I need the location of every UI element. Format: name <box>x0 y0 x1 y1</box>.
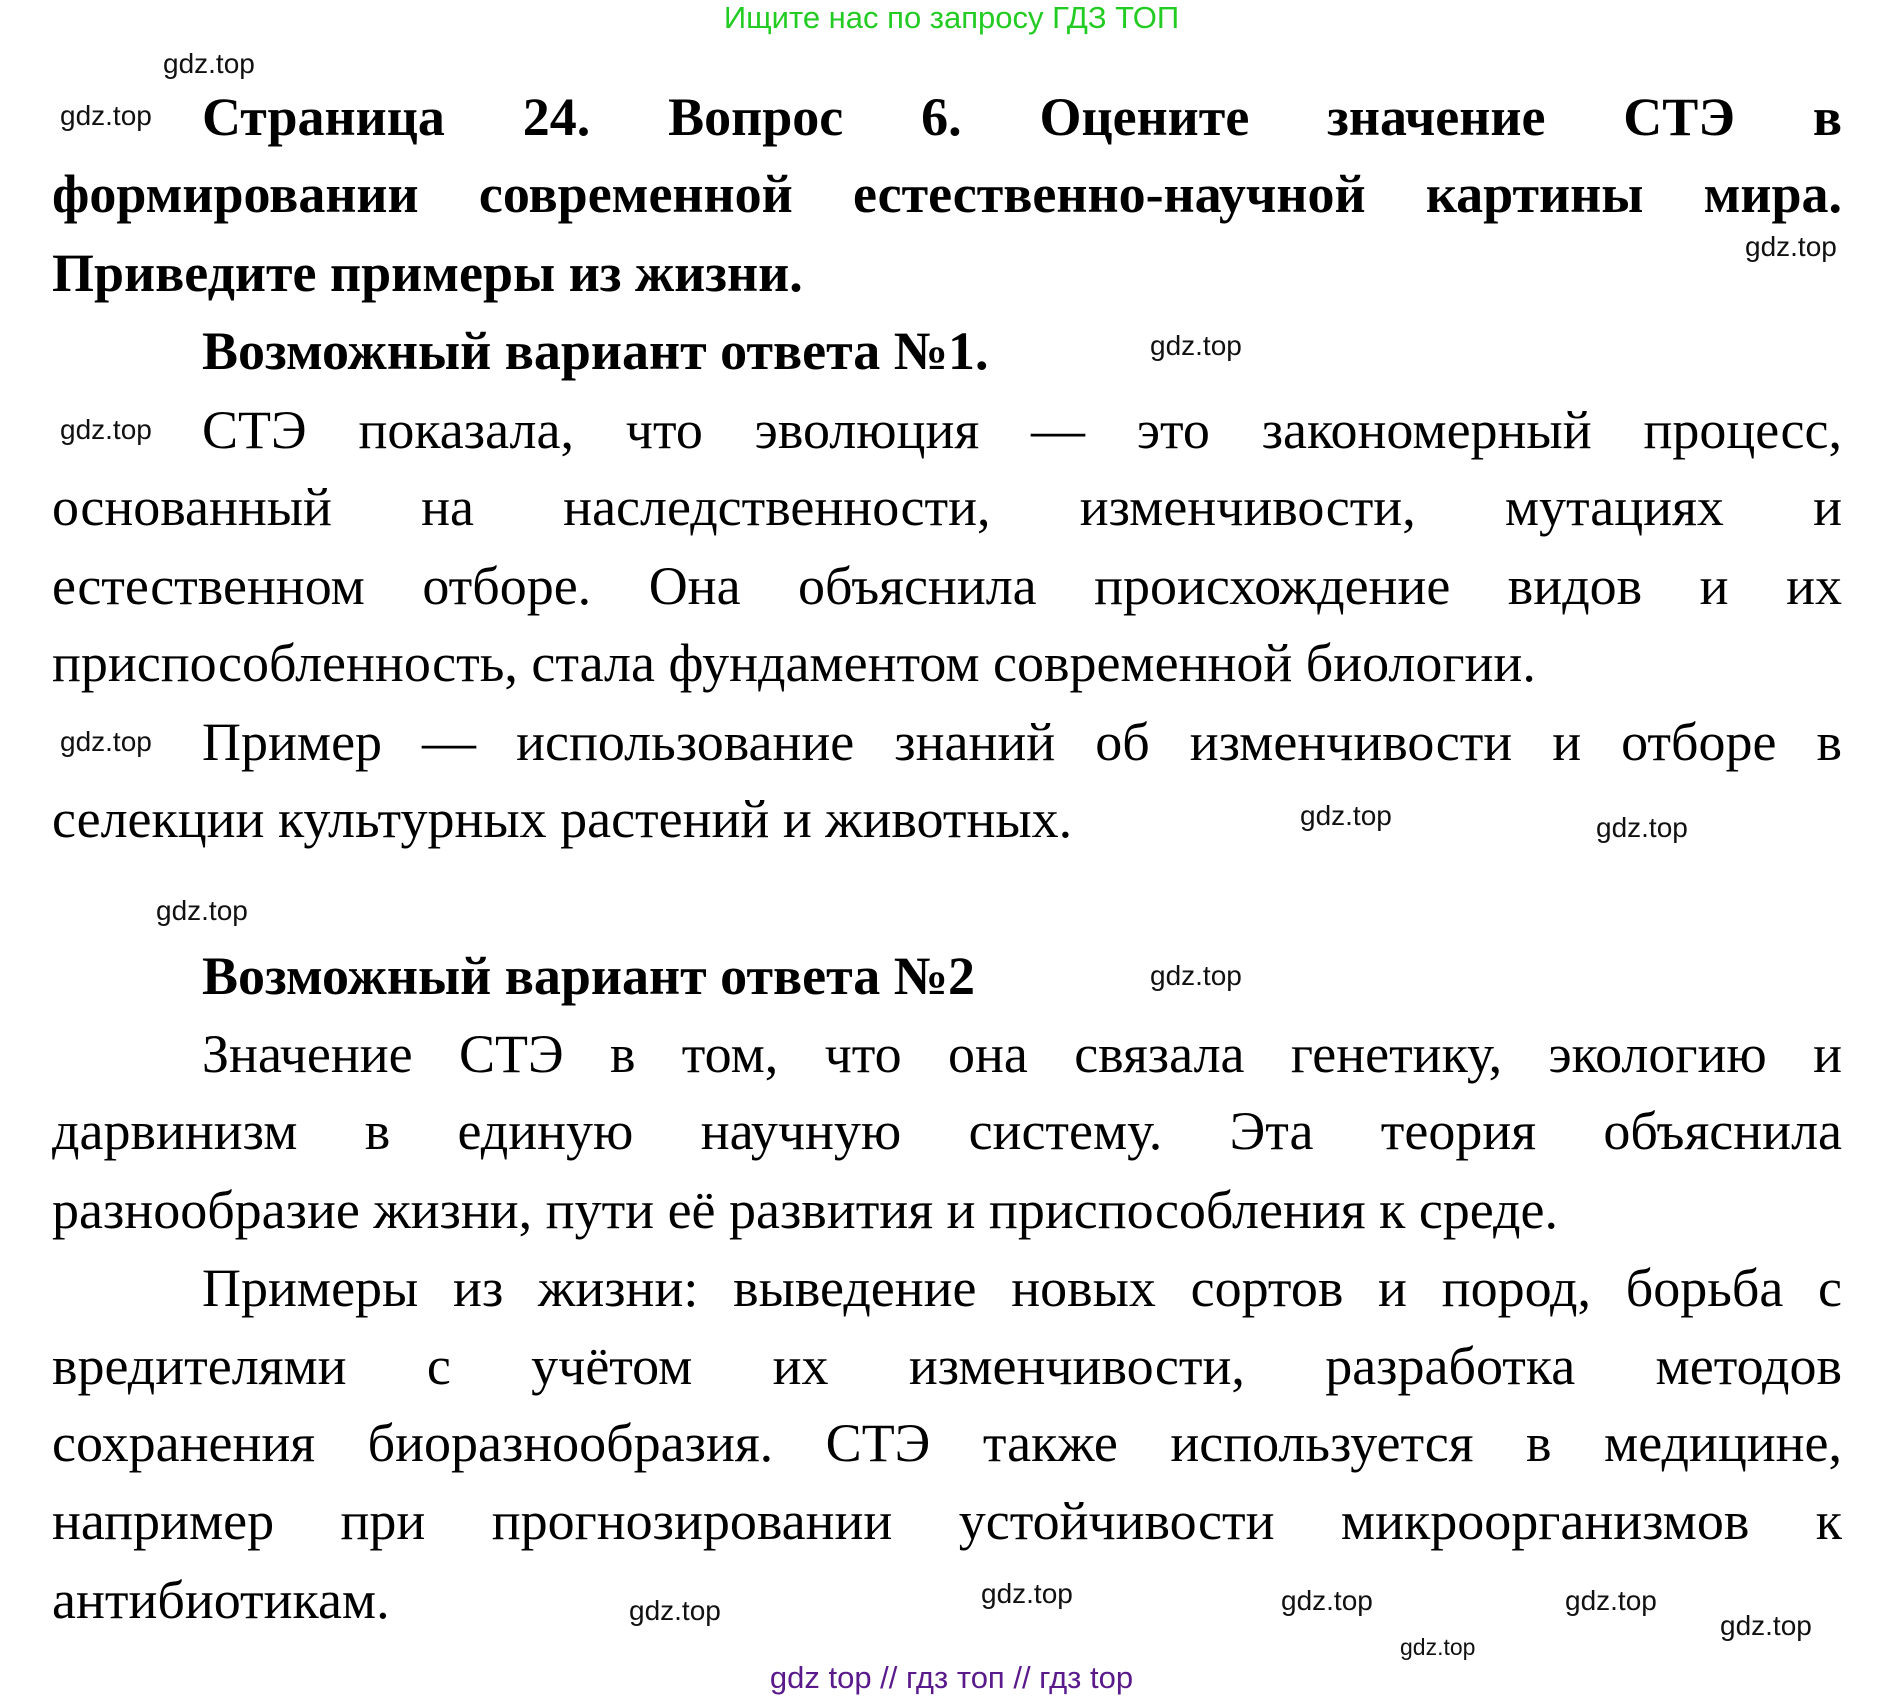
answer1-example-line: Пример — использование знаний об изменчивости и отборе в <box>202 712 1842 772</box>
answer1-example-line: селекции культурных растений и животных. <box>52 789 1073 849</box>
bottom-banner[interactable]: gdz top // гдз топ // гдз top <box>769 1660 1134 1695</box>
watermark: gdz.top <box>1281 1585 1373 1616</box>
answer2-heading: Возможный вариант ответа №2 <box>202 946 976 1006</box>
top-banner[interactable]: Ищите нас по запросу ГДЗ ТОП <box>723 0 1180 35</box>
watermark: gdz.top <box>1565 1585 1657 1616</box>
answer2-example-line: сохранения биоразнообразия. СТЭ также используется в медицине, <box>52 1413 1842 1473</box>
title-line: Приведите примеры из жизни. <box>52 243 803 303</box>
watermark: gdz.top <box>60 100 152 131</box>
answer2-example-line: вредителями с учётом их изменчивости, разработка методов <box>52 1336 1842 1396</box>
answer2-text-line: Значение СТЭ в том, что она связала генетику, экологию и <box>202 1024 1842 1084</box>
answer2-text-line: разнообразие жизни, пути её развития и приспособления к среде. <box>52 1180 1558 1240</box>
watermark: gdz.top <box>60 414 152 445</box>
watermark: gdz.top <box>1150 330 1242 361</box>
answer2-example-line: антибиотикам. <box>52 1570 390 1630</box>
answer1-text-line: СТЭ показала, что эволюция — это закономерный процесс, <box>202 400 1842 460</box>
answer2-example-line: например при прогнозировании устойчивости микроорганизмов к <box>52 1491 1842 1551</box>
answer1-heading: Возможный вариант ответа №1. <box>202 321 989 381</box>
answer2-example-line: Примеры из жизни: выведение новых сортов и пород, борьба с <box>202 1258 1842 1318</box>
watermark: gdz.top <box>60 726 152 757</box>
watermark: gdz.top <box>629 1595 721 1626</box>
watermark: gdz.top <box>1400 1634 1476 1660</box>
watermark: gdz.top <box>1720 1610 1812 1641</box>
watermark: gdz.top <box>1596 812 1688 843</box>
answer1-text-line: основанный на наследственности, изменчивости, мутациях и <box>52 477 1842 537</box>
watermark: gdz.top <box>156 895 248 926</box>
watermark: gdz.top <box>163 48 255 79</box>
watermark: gdz.top <box>981 1578 1073 1609</box>
watermark: gdz.top <box>1150 960 1242 991</box>
answer2-text-line: дарвинизм в единую научную систему. Эта теория объяснила <box>52 1101 1842 1161</box>
title-line: формировании современной естественно-научной картины мира. <box>52 164 1842 224</box>
answer1-text-line: естественном отборе. Она объяснила происхождение видов и их <box>52 556 1842 616</box>
answer1-text-line: приспособленность, стала фундаментом современной биологии. <box>52 633 1536 693</box>
watermark: gdz.top <box>1745 231 1837 262</box>
watermark: gdz.top <box>1300 800 1392 831</box>
title-line: Страница 24. Вопрос 6. Оцените значение СТЭ в <box>202 87 1842 147</box>
